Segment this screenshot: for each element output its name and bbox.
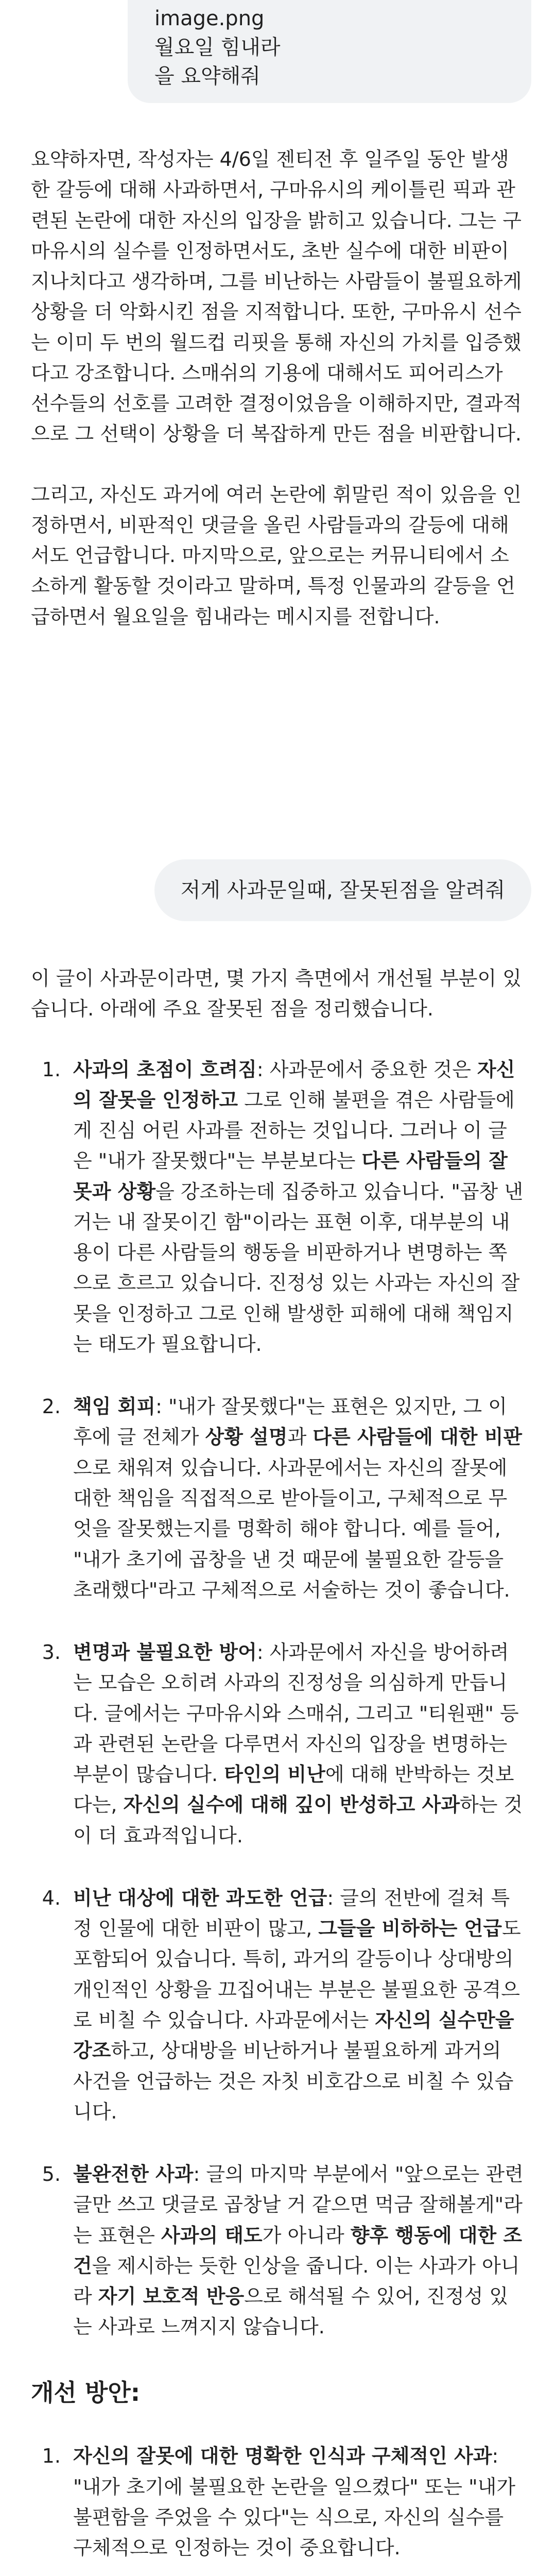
item-text: : "내가 잘못했다"는 표현은 있지만, 그 이후에 글 전체가 (73, 1395, 507, 1449)
item-text: 을 제시하는 듯한 인상을 줍니다. 이는 사과가 아니라 (73, 2254, 520, 2308)
list-item (67, 1392, 525, 1605)
item-emphasis: 상황 설명 (205, 1426, 288, 1449)
item-title: 불완전한 사과 (73, 2163, 194, 2186)
list-item (67, 1055, 525, 1360)
item-text: 으로 채워져 있습니다. 사과문에서는 자신의 잘못에 대한 책임을 직접적으로 받아들이고, 구체적으로 무엇을 잘못했는지를 명확히 해야 합니다. 예를 들어, "내가 초기에 곱창을 낸 것 때문에 불필요한 갈등을 초래했다"라고 구체적으로 서술하는 것이 좋습니다. (73, 1456, 510, 1601)
item-text: : 사과문에서 중요한 것은 (256, 1058, 478, 1081)
item-emphasis: 사과의 태도 (161, 2224, 263, 2247)
item-text: 과 (287, 1426, 313, 1449)
list-item (67, 1637, 525, 1851)
item-text: : 글의 전반에 걸쳐 특정 인물에 대한 비판이 많고, (73, 1886, 510, 1940)
assistant-message (31, 144, 525, 632)
item-title: 사과의 초점이 흐려짐 (73, 1058, 257, 1081)
user-message-bubble (128, 0, 531, 103)
improvement-list (31, 2441, 525, 2576)
item-text: : "내가 초기에 불필요한 논란을 일으켰다" 또는 "내가 불편함을 주었을 수 있다"는 식으로, 자신의 실수를 구체적으로 인정하는 것이 중요합니다. (73, 2445, 516, 2560)
item-text: 에 대해 반박하는 것보다는, (73, 1763, 514, 1817)
item-title: 자신의 잘못에 대한 명확한 인식과 구체적인 사과 (73, 2445, 492, 2468)
problem-list (31, 1055, 525, 2343)
assistant-message (31, 963, 525, 2576)
item-emphasis: 그들을 비하하는 언급 (318, 1917, 502, 1940)
item-text: : 글의 마지막 부분에서 "앞으로는 관련 글만 쓰고 댓글로 곱창날 거 같으면 먹금 잘해볼게"라는 표현은 (73, 2163, 524, 2247)
item-title: 책임 회피 (73, 1395, 156, 1418)
answer-paragraph: 그리고, 자신도 과거에 여러 논란에 휘말린 적이 있음을 인정하면서, 비판적인 댓글을 올린 사람들과의 갈등에 대해서도 언급합니다. 마지막으로, 앞으로는 커뮤니티에서 소소하게 활동할 것이라고 말하며, 특정 인물과의 갈등을 언급하면서 월요일을 힘내라는 메시지를 전합니다. (31, 483, 522, 628)
item-title: 비난 대상에 대한 과도한 언급 (73, 1886, 327, 1909)
item-emphasis: 향후 행동에 대한 조건 (73, 2224, 523, 2277)
list-item (67, 2441, 525, 2563)
item-emphasis: 자신의 실수만을 강조 (73, 2008, 514, 2062)
item-text: 하고, 상대방을 비난하거나 불필요하게 과거의 사건을 언급하는 것은 자칫 비호감으로 비칠 수 있습니다. (73, 2039, 514, 2123)
item-emphasis: 자신의 실수에 대해 깊이 반성하고 사과 (123, 1793, 460, 1817)
improvement-heading: 개선 방안: (31, 2378, 141, 2406)
item-emphasis: 자신의 잘못을 인정하고 (73, 1058, 515, 1111)
item-text: 으로 해석될 수 있어, 진정성 있는 사과로 느껴지지 않습니다. (73, 2285, 509, 2338)
user-message-line: 월요일 힘내라 (154, 36, 281, 59)
user-message-line: 을 요약해줘 (154, 64, 260, 88)
item-emphasis: 타인의 비난 (224, 1763, 325, 1786)
item-text: 도 포함되어 있습니다. 특히, 과거의 갈등이나 상대방의 개인적인 상황을 끄집어내는 부분은 불필요한 공격으로 비칠 수 있습니다. 사과문에서는 (73, 1917, 521, 2031)
item-text: 하는 것이 더 효과적입니다. (73, 1793, 523, 1847)
user-message-line: image.png (154, 7, 265, 30)
item-text: 을 강조하는데 집중하고 있습니다. "곱창 낸 거는 내 잘못이긴 함"이라는 표현 이후, 대부분의 내용이 다른 사람들의 행동을 비판하거나 변명하는 쪽으로 흐르고 있습니다. 진정성 있는 사과는 자신의 잘못을 인정하고 그로 인해 발생한 피해에 대해 책임지는 태도가 필요합니다. (73, 1180, 524, 1355)
list-item (67, 2159, 525, 2343)
user-message-bubble (154, 859, 531, 921)
answer-intro: 이 글이 사과문이라면, 몇 가지 측면에서 개선될 부분이 있습니다. 아래에 주요 잘못된 점을 정리했습니다. (31, 967, 522, 1021)
item-emphasis: 자기 보호적 반응 (98, 2285, 245, 2308)
answer-paragraph: 요약하자면, 작성자는 4/6일 젠티전 후 일주일 동안 발생한 갈등에 대해 사과하면서, 구마유시의 케이틀린 픽과 관련된 논란에 대한 자신의 입장을 밝히고 있습니다. 그는 구마유시의 실수를 인정하면서도, 초반 실수에 대한 비판이 지나치다고 생각하며, 그를 비난하는 사람들이 불필요하게 상황을 더 악화시킨 점을 지적합니다. 또한, 구마유시 선수는 이미 두 번의 월드컵 리핏을 통해 자신의 가치를 입증했다고 강조합니다. 스매쉬의 기용에 대해서도 피어리스가 선수들의 선호를 고려한 결정이었음을 이해하지만, 결과적으로 그 선택이 상황을 더 복잡하게 만든 점을 비판합니다. (31, 148, 522, 446)
list-item (67, 1883, 525, 2127)
item-text: 그로 인해 불편을 겪은 사람들에게 진심 어린 사과를 전하는 것입니다. 그러나 이 글은 "내가 잘못했다"는 부분보다는 (73, 1088, 515, 1173)
item-emphasis: 다른 사람들에 대한 비판 (312, 1426, 523, 1449)
item-emphasis: 다른 사람들의 잘못과 상황 (73, 1149, 508, 1203)
item-text: : 사과문에서 자신을 방어하려는 모습은 오히려 사과의 진정성을 의심하게 만듭니다. 글에서는 구마유시와 스매쉬, 그리고 "티원팬" 등과 관련된 논란을 다루면서 자신의 입장을 변명하는 부분이 많습니다. (73, 1641, 519, 1786)
item-text: 가 아니라 (262, 2224, 351, 2247)
item-title: 변명과 불필요한 방어 (73, 1641, 257, 1664)
user-message-text: 저게 사과문일때, 잘못된점을 알려줘 (180, 878, 506, 902)
